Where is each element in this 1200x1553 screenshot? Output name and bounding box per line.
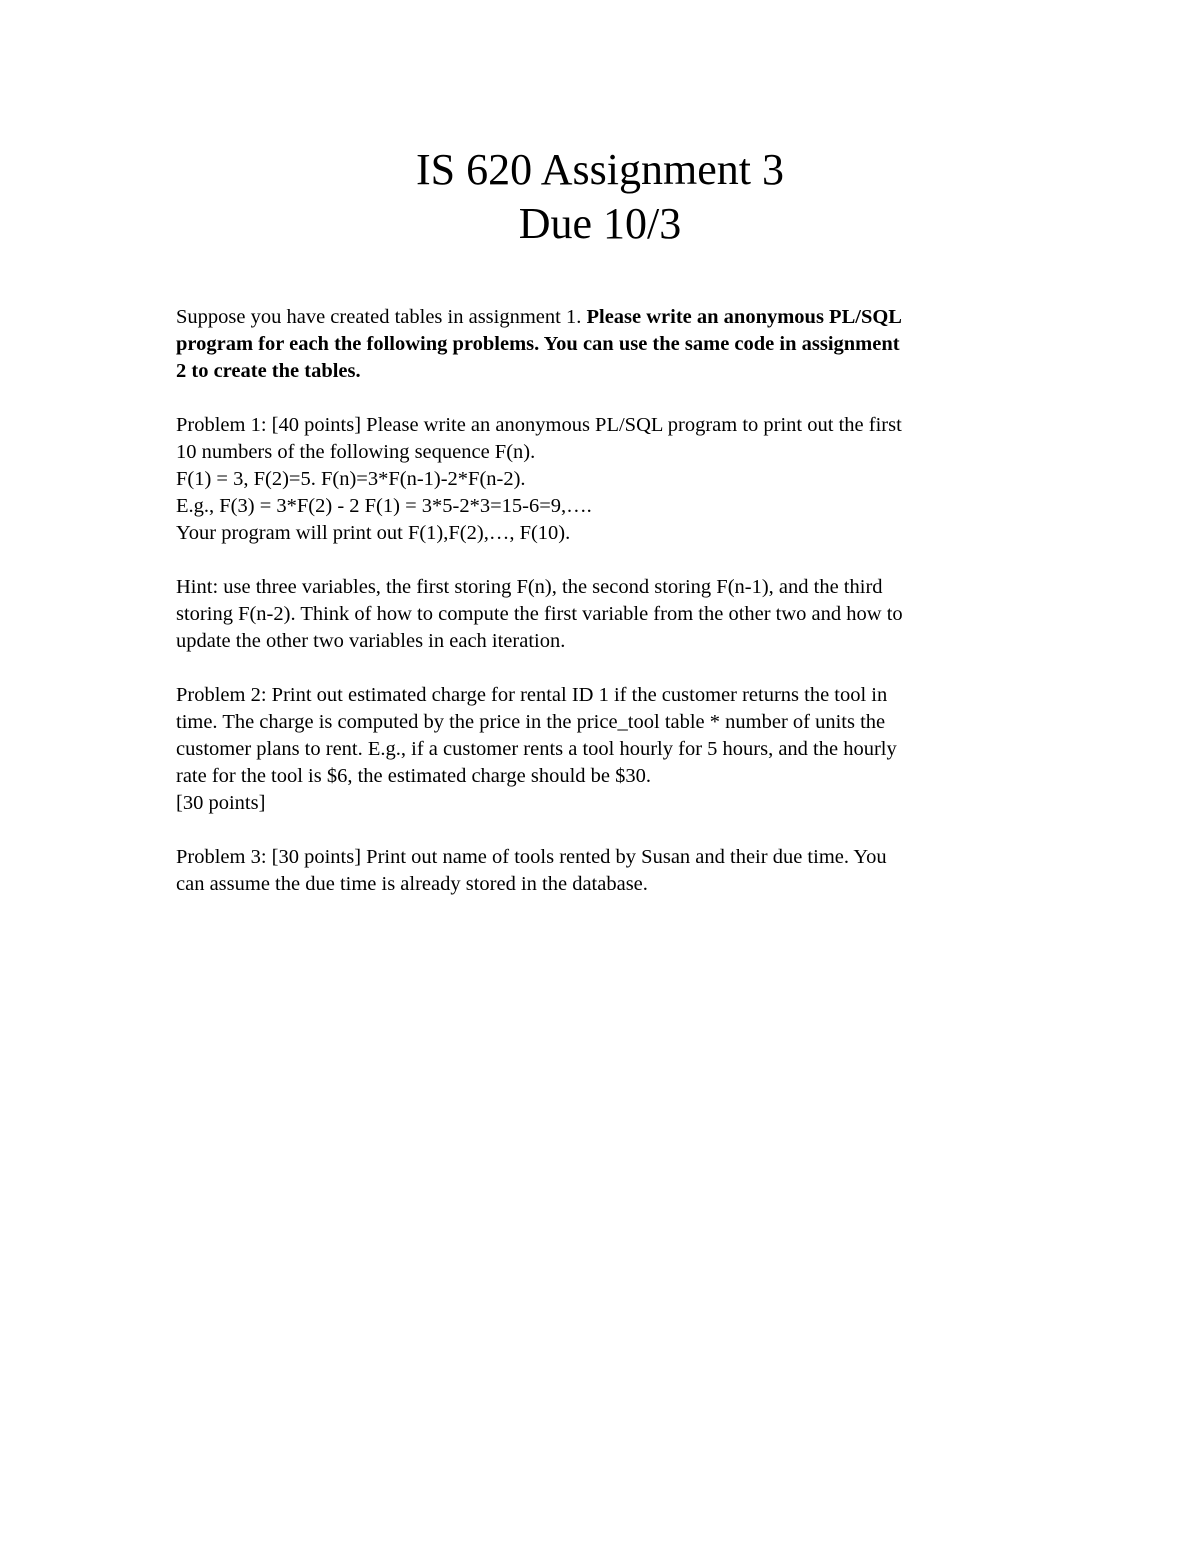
- due-date: Due 10/3: [518, 199, 682, 248]
- intro-line-3: 2 to create the tables.: [176, 360, 361, 382]
- document-body: [176, 304, 1036, 925]
- problem-2-paragraph: [176, 682, 1036, 817]
- intro-line-2: program for each the following problems. You can use the same code in assignment: [176, 333, 900, 355]
- intro-bold-text: Please write an anonymous PL/SQL: [586, 306, 902, 328]
- problem-2-line: [30 points]: [176, 792, 266, 814]
- intro-line-1: [176, 304, 1036, 331]
- intro-plain-text: Suppose you have created tables in assignment 1.: [176, 306, 587, 328]
- problem-2-line: rate for the tool is $6, the estimated charge should be $30.: [176, 765, 651, 787]
- problem-2-line: time. The charge is computed by the price in the price_tool table * number of units the: [176, 711, 886, 733]
- problem-1-line: 10 numbers of the following sequence F(n).: [176, 441, 536, 463]
- problem-1-line: Problem 1: [40 points] Please write an anonymous PL/SQL program to print out the first: [176, 414, 902, 436]
- hint-line: Hint: use three variables, the first storing F(n), the second storing F(n-1), and the third: [176, 576, 883, 598]
- problem-2-line: customer plans to rent. E.g., if a customer rents a tool hourly for 5 hours, and the hourly: [176, 738, 897, 760]
- hint-line: storing F(n-2). Think of how to compute the first variable from the other two and how to: [176, 603, 903, 625]
- problem-1-line: Your program will print out F(1),F(2),…, F(10).: [176, 522, 571, 544]
- hint-paragraph: [176, 574, 1036, 655]
- problem-3-line: Problem 3: [30 points] Print out name of tools rented by Susan and their due time. You: [176, 846, 887, 868]
- problem-1-line: E.g., F(3) = 3*F(2) - 2 F(1) = 3*5-2*3=15-6=9,….: [176, 495, 592, 517]
- problem-1-line: F(1) = 3, F(2)=5. F(n)=3*F(n-1)-2*F(n-2).: [176, 468, 526, 490]
- intro-paragraph: [176, 304, 1036, 385]
- problem-1-paragraph: [176, 412, 1036, 547]
- problem-3-line: can assume the due time is already stored in the database.: [176, 873, 648, 895]
- problem-2-line: Problem 2: Print out estimated charge for rental ID 1 if the customer returns the tool in: [176, 684, 888, 706]
- hint-line: update the other two variables in each iteration.: [176, 630, 566, 652]
- title-block: [0, 143, 1200, 251]
- problem-3-paragraph: [176, 844, 1036, 898]
- document-title: IS 620 Assignment 3: [416, 145, 784, 194]
